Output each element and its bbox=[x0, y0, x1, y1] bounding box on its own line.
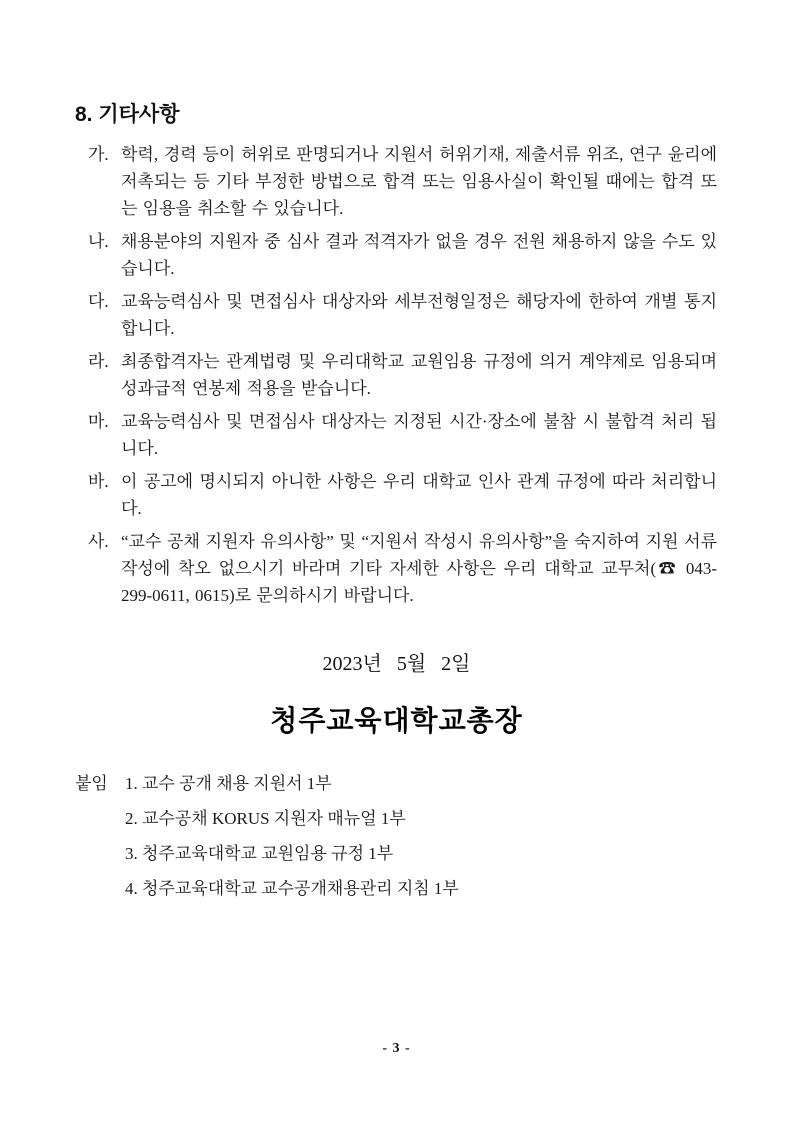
section-item-list bbox=[75, 141, 717, 615]
list-item bbox=[75, 288, 717, 342]
list-item-text: 학력, 경력 등이 허위로 판명되거나 지원서 허위기재, 제출서류 위조, 연구 윤리에 저촉되는 등 기타 부정한 방법으로 합격 또는 임용사실이 확인될 때에는 합격 또는 임용을 취소할 수 있습니다. bbox=[121, 145, 717, 218]
list-item-marker: 나. bbox=[88, 232, 109, 251]
list-item bbox=[75, 528, 717, 609]
attachments-label: 붙임 bbox=[75, 774, 108, 793]
list-item-text: “교수 공채 지원자 유의사항” 및 “지원서 작성시 유의사항”을 숙지하여 지원 서류 작성에 착오 없으시기 바라며 기타 자세한 사항은 우리 대학교 교무처(☎ 043-299-0611, 0615)로 문의하시기 바랍니다. bbox=[121, 532, 717, 605]
list-item-marker: 다. bbox=[88, 292, 109, 311]
list-item bbox=[75, 468, 717, 522]
attachments-section bbox=[75, 766, 717, 906]
signature-date: 2023년 5월 2일 bbox=[322, 653, 471, 675]
list-item-text: 교육능력심사 및 면접심사 대상자와 세부전형일정은 해당자에 한하여 개별 통지합니다. bbox=[121, 292, 717, 338]
attachments-list bbox=[125, 766, 717, 906]
list-item-marker: 가. bbox=[88, 145, 109, 164]
attachment-item: 3. 청주교육대학교 교원임용 규정 1부 bbox=[125, 844, 394, 863]
list-item-text: 최종합격자는 관계법령 및 우리대학교 교원임용 규정에 의거 계약제로 임용되며 성과급적 연봉제 적용을 받습니다. bbox=[121, 352, 717, 398]
list-item-marker: 바. bbox=[88, 472, 109, 491]
attachment-item: 1. 교수 공개 채용 지원서 1부 bbox=[125, 774, 332, 793]
page-number: - 3 - bbox=[382, 1041, 411, 1056]
list-item-text: 채용분야의 지원자 중 심사 결과 적격자가 없을 경우 전원 채용하지 않을 수도 있습니다. bbox=[121, 232, 717, 278]
attachment-item: 4. 청주교육대학교 교수공개채용관리 지침 1부 bbox=[125, 879, 459, 898]
list-item bbox=[75, 408, 717, 462]
list-item bbox=[75, 228, 717, 282]
list-item bbox=[75, 141, 717, 222]
section-heading: 8. 기타사항 bbox=[75, 103, 180, 126]
list-item bbox=[75, 348, 717, 402]
list-item-marker: 라. bbox=[88, 352, 109, 371]
list-item-marker: 사. bbox=[88, 532, 109, 551]
attachment-item: 2. 교수공채 KORUS 지원자 매뉴얼 1부 bbox=[125, 809, 406, 828]
list-item-marker: 마. bbox=[88, 412, 109, 431]
signature-issuer: 청주교육대학교총장 bbox=[270, 705, 523, 736]
list-item-text: 교육능력심사 및 면접심사 대상자는 지정된 시간·장소에 불참 시 불합격 처리 됩니다. bbox=[121, 412, 717, 458]
list-item-text: 이 공고에 명시되지 아니한 사항은 우리 대학교 인사 관계 규정에 따라 처리합니다. bbox=[121, 472, 717, 518]
